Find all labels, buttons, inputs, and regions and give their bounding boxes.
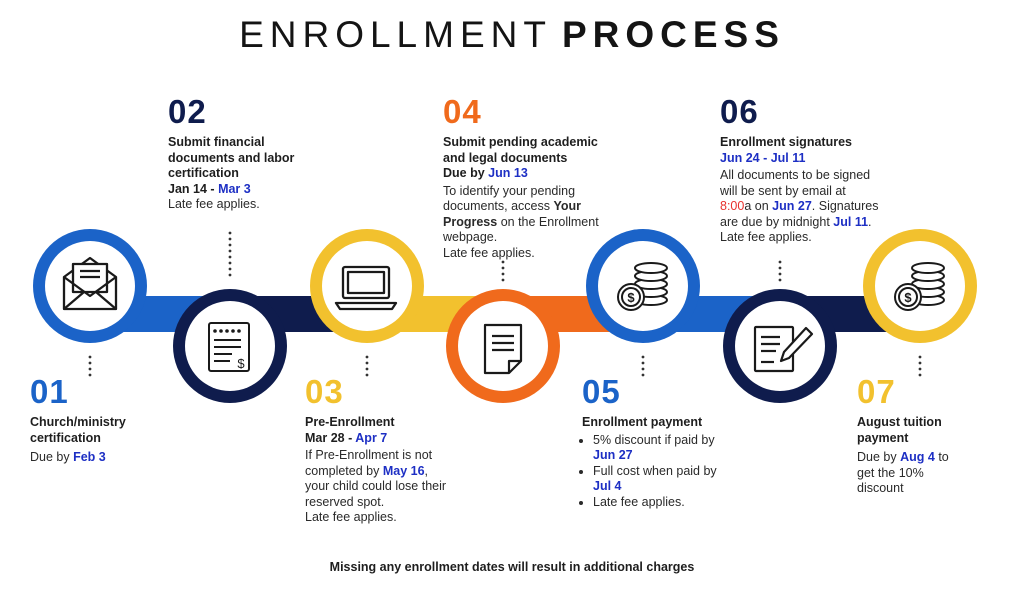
dots-step-4 [502,261,505,282]
due-date: Jun 13 [488,166,528,180]
step-due [857,450,967,497]
step-number: 03 [305,373,344,410]
step-01 [30,374,180,466]
svg-text:$: $ [627,290,635,305]
range-end: Apr 7 [355,430,388,445]
desc-time-suffix: a on [744,199,769,213]
due-date: Feb 3 [73,450,106,464]
ring-step-3 [310,229,424,343]
title-bold: PROCESS [561,14,785,55]
step-description [720,168,880,230]
step-03 [305,374,455,526]
desc-strong: Your Progress [443,199,582,229]
step-04 [443,94,613,261]
step-heading: Enrollment signatures [720,135,852,149]
due-prefix: Due by [443,166,485,180]
step-description [305,448,455,510]
desc-text-c: . [868,214,872,229]
step-02 [168,94,328,213]
desc-text-b: on the Enrollment webpage. [443,214,599,244]
step-07 [857,374,967,497]
svg-text:$: $ [904,290,912,305]
due-date: Aug 4 [900,450,935,464]
bullet-item: • 5% discount if paid by Jun 27 [593,433,732,464]
step-number: 01 [30,373,69,410]
range-start: Mar 28 [305,430,345,445]
step-note: Late fee applies. [720,230,812,244]
step-description [443,184,613,246]
due-prefix: Due by [30,450,70,464]
range-end: Mar 3 [218,181,251,196]
step-heading: Submit financial documents and labor certification [168,135,295,180]
step-number: 07 [857,373,896,410]
desc-time: 8:00 [720,199,745,213]
range-sep: - [210,181,215,196]
dots-step-2 [229,232,232,277]
step-heading: Submit pending academic and legal documents [443,135,598,165]
step-number: 06 [720,93,759,130]
desc-text-b: . Signatures are due by midnight [720,199,879,229]
step-range: Jun 24 - Jul 11 [720,150,806,165]
step-due [30,450,180,466]
step-due [443,166,613,182]
step-heading: Church/ministry certification [30,415,126,445]
step-note: Late fee applies. [168,197,260,211]
desc-text-b: , your child could lose their reserved spot. [305,463,447,509]
step-note: Late fee applies. [305,510,397,524]
bullet-item: • Late fee applies. [593,495,732,511]
desc-text-a: If Pre-Enrollment is not completed by [305,448,433,478]
desc-date: May 16 [382,463,425,478]
desc-text-a: to get the 10% discount [857,450,949,495]
step-heading: August tuition payment [857,415,942,445]
step-number: 05 [582,373,621,410]
range-start: Jan 14 [168,181,207,196]
step-range [305,431,455,447]
step-note: Late fee applies. [443,245,535,260]
title-light: ENROLLMENT [239,14,552,55]
ring-step-4 [446,289,560,403]
due-prefix: Due by [857,450,897,464]
footer-note: Missing any enrollment dates will result in additional charges [329,560,695,574]
svg-text:$: $ [237,356,245,371]
step-heading: Enrollment payment [582,415,703,429]
step-range [168,182,328,198]
dots-step-6 [779,261,782,282]
desc-text-a: To identify your pending documents, access [443,183,576,213]
desc-date2: Jul 11 [833,214,869,229]
step-06 [720,94,880,246]
invoice-icon [209,323,249,371]
bullet-list [582,433,732,511]
step-number: 02 [168,93,207,130]
desc-text-a: All documents to be signed will be sent by email at [720,168,871,198]
step-heading: Pre-Enrollment [305,415,395,429]
range-sep: - [348,430,353,445]
bullet-item: • Full cost when paid by Jul 4 [593,464,732,495]
desc-date1: Jun 27 [772,199,812,213]
step-number: 04 [443,93,482,130]
step-05 [582,374,732,510]
